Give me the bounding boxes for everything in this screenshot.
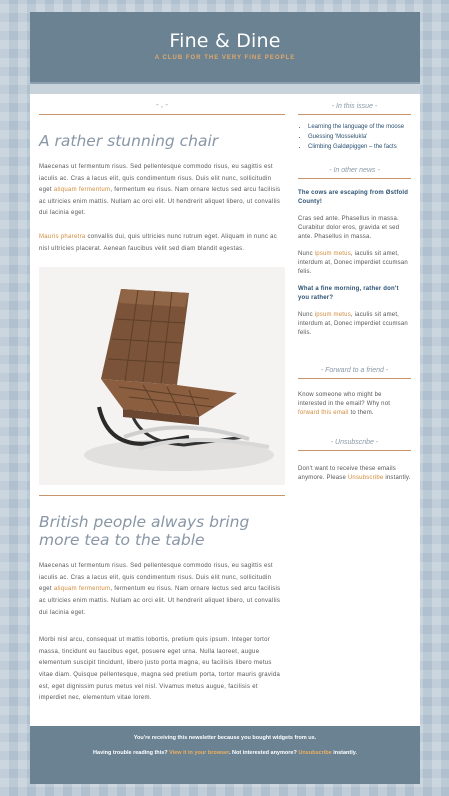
sidebar-heading-forward: - Forward to a friend - [298,364,411,379]
list-item[interactable]: • Learning the language of the moose [308,123,411,132]
list-item[interactable]: • Guessing 'Mosselukla' [308,133,411,142]
unsubscribe-link[interactable]: Unsubscribe [347,475,384,481]
view-in-browser-link[interactable]: View it in your browser [169,750,229,756]
tagline: A CLUB FOR THE VERY FINE PEOPLE [154,55,296,61]
forward-text: Know someone who might be interested in the email? Why not forward this email to them. [298,392,391,416]
header-strip [30,84,420,94]
main-column [39,94,285,717]
newsletter [30,12,420,784]
sidebar-heading-news: - In other news - [298,164,411,179]
news-title: The cows are escaping from Østfold County! [298,190,409,205]
news-text: Cras sed ante. Phasellus in massa. Curabitur dolor eros, gravida et sed ante. Phasellus in massa. [298,216,400,240]
issue-date: - , - [39,94,285,115]
footer-notice: You're receiving this newsletter because you bought widgets from us. [133,735,317,741]
issue-list [298,123,411,152]
divider [39,495,285,496]
news-title: What a fine morning, rather don't you rather? [298,286,399,301]
news-link[interactable]: ipsum metus [314,251,351,257]
unsubscribe-text: Don't want to receive these emails anymore. Please Unsubscribe instantly. [298,466,411,481]
sidebar [298,94,411,483]
sidebar-heading-issue: - In this issue - [298,100,411,115]
article-paragraph: Morbi nisl arcu, consequat ut mattis lobortis, pretium quis ipsum. Integer tortor massa, tincidunt eu faucibus eget, posuere eget urna. Nulla laoreet, augue elementum suscipit tincidunt, libero justo porta magna, eu facilisis libero metus vitae diam. Quisque pellentesque, magna sed pretium porta, tortor mauris gravida est, eget dignissim purus metus vel nisl. Vivamus metus augue, facilisis et imperdiet nec, elementum vitae lorem. [39,637,281,702]
news-text: Nunc ipsum metus, iaculis sit amet, interdum at, Donec imperdiet ccumsan felis. [298,251,408,275]
chair-image [39,267,285,485]
list-item[interactable]: • Climbing Galdøpiggen – the facts [308,143,411,152]
article-paragraph: Mauris pharetra convallis dui, quis ultricies nunc rutrum eget. Aliquam in nunc ac nisl ultricies placerat. Aenean faucibus velit sed diam blandit egestas. [39,233,278,252]
footer-links: Having trouble reading this? View it in your browser. Not interested anymore? Unsubscribe instantly. [93,750,357,756]
article-title: British people always bring more tea to the table [39,513,250,550]
article-title: A rather stunning chair [39,132,219,150]
article-paragraph: Maecenas ut fermentum risus. Sed pellentesque commodo risus, eu sagittis est iaculis ac. Cras a lacus elit, quis condimentum risus. Duis elit nunc, sollicitudin eget aliquam fermentum, fermentum eu risus. Nam ornare lectus sed arcu facilisis ac ultricies enim mattis. Nullam ac orci elit. Ut hendrerit aliquet libero, ut convallis dui lacinia eget. [39,563,281,616]
footer [30,726,420,784]
site-title: Fine & Dine [169,30,281,52]
article-paragraph: Maecenas ut fermentum risus. Sed pellentesque commodo risus, eu sagittis est iaculis ac. Cras a lacus elit, quis condimentum risus. Duis elit nunc, sollicitudin eget aliquam fermentum, fermentum eu risus. Nam ornare lectus sed arcu facilisis ac ultricies enim mattis. Nullam ac orci elit. Ut hendrerit aliquet libero, ut convallis dui lacinia eget. [39,164,281,217]
footer-unsubscribe-link[interactable]: Unsubscribe [298,750,332,756]
article-link[interactable]: aliquam fermentum [53,586,111,593]
sidebar-heading-unsubscribe: - Unsubscribe - [298,436,411,451]
header [30,12,420,84]
content [30,94,420,726]
article-link[interactable]: Mauris pharetra [39,233,86,240]
forward-email-link[interactable]: forward this email [298,410,349,416]
news-link[interactable]: ipsum metus [314,312,351,318]
article-link[interactable]: aliquam fermentum [53,187,111,194]
news-text: Nunc ipsum metus, iaculis sit amet, interdum at, Donec imperdiet ccumsan felis. [298,312,408,336]
